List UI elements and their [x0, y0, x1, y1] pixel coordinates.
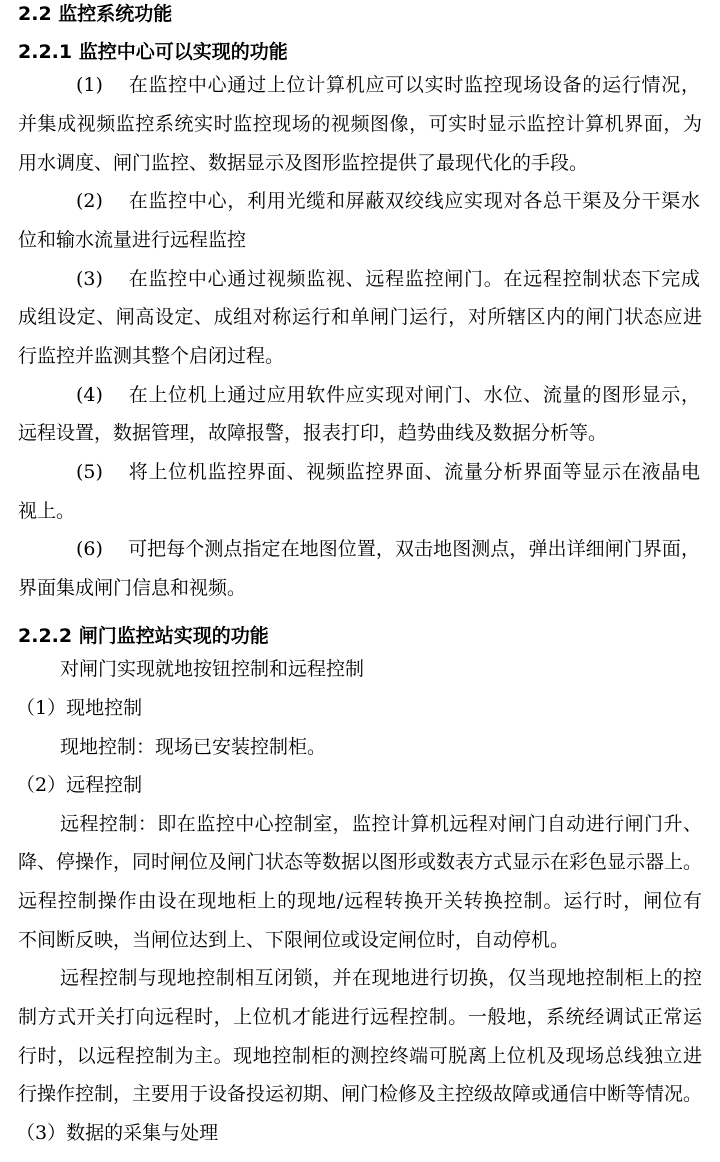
paragraph-line: 行操作控制，主要用于设备投运初期、闸门检修及主控级故障或通信中断等情况。	[18, 1083, 702, 1105]
list-item-first-line	[76, 460, 700, 484]
remote-control-heading: （2）远程控制	[16, 774, 143, 796]
list-item-first-line	[76, 383, 700, 407]
paragraph-line: 并集成视频监控系统实时监控现场的视频图像，可实时显示监控计算机界面，为	[18, 113, 702, 135]
paragraph-line: 远程控制操作由设在现地柜上的现地/远程转换开关转换控制。运行时，闸位有	[18, 890, 702, 912]
paragraph-line: 位和输水流量进行远程监控	[18, 229, 247, 251]
section-title: 2.2 监控系统功能	[18, 3, 173, 25]
local-control-heading: （1）现地控制	[16, 697, 143, 719]
paragraph-line: 远程控制与现地控制相互闭锁，并在现地进行切换，仅当现地控制柜上的控	[60, 967, 702, 989]
item-number: (4)	[76, 384, 103, 406]
paragraph-line: 用水调度、闸门监控、数据显示及图形监控提供了最现代化的手段。	[18, 152, 589, 174]
paragraph-line: 远程设置，数据管理，故障报警，报表打印，趋势曲线及数据分析等。	[18, 422, 608, 444]
item-number: (1)	[76, 74, 103, 96]
paragraph-line: 界面集成闸门信息和视频。	[18, 577, 247, 599]
item-text: 在监控中心通过视频监视、远程监控闸门。在远程控制状态下完成	[128, 268, 700, 290]
item-text: 可把每个测点指定在地图位置，双击地图测点，弹出详细闸门界面，	[128, 538, 700, 560]
item-number: (6)	[76, 538, 103, 560]
subsection-title-2-2-2: 2.2.2 闸门监控站实现的功能	[18, 625, 269, 647]
list-item-first-line	[76, 73, 700, 97]
list-item-first-line	[76, 267, 700, 291]
paragraph-line: 成组设定、闸高设定、成组对称运行和单闸门运行，对所辖区内的闸门状态应进	[18, 306, 702, 328]
paragraph-line: 行监控并监测其整个启闭过程。	[18, 345, 285, 367]
list-item-first-line	[76, 189, 700, 213]
paragraph-line: 行时，以远程控制为主。现地控制柜的测控终端可脱离上位机及现场总线独立进	[18, 1045, 702, 1067]
paragraph-line: 视上。	[18, 500, 76, 522]
item-number: (2)	[76, 190, 103, 212]
list-item-first-line	[76, 537, 700, 561]
data-processing-heading: （3）数据的采集与处理	[16, 1122, 219, 1144]
item-number: (5)	[76, 461, 103, 483]
subsection-title-2-2-1: 2.2.1 监控中心可以实现的功能	[18, 41, 288, 63]
paragraph-line: 不间断反映，当闸位达到上、下限闸位或设定闸位时，自动停机。	[18, 929, 570, 951]
item-text: 在上位机上通过应用软件应实现对闸门、水位、流量的图形显示，	[128, 384, 700, 406]
item-text: 在监控中心通过上位计算机应可以实时监控现场设备的运行情况，	[128, 74, 700, 96]
intro-text: 对闸门实现就地按钮控制和远程控制	[60, 658, 365, 680]
item-text: 在监控中心，利用光缆和屏蔽双绞线应实现对各总干渠及分干渠水	[128, 190, 700, 212]
paragraph-line: 降、停操作，同时闸位及闸门状态等数据以图形或数表方式显示在彩色显示器上。	[18, 851, 702, 873]
item-text: 将上位机监控界面、视频监控界面、流量分析界面等显示在液晶电	[128, 461, 700, 483]
item-number: (3)	[76, 268, 103, 290]
paragraph-line: 远程控制：即在监控中心控制室，监控计算机远程对闸门自动进行闸门升、	[60, 813, 702, 835]
paragraph-line: 制方式开关打向远程时，上位机才能进行远程控制。一般地，系统经调试正常运	[18, 1006, 702, 1028]
local-control-text: 现地控制：现场已安装控制柜。	[60, 736, 327, 758]
